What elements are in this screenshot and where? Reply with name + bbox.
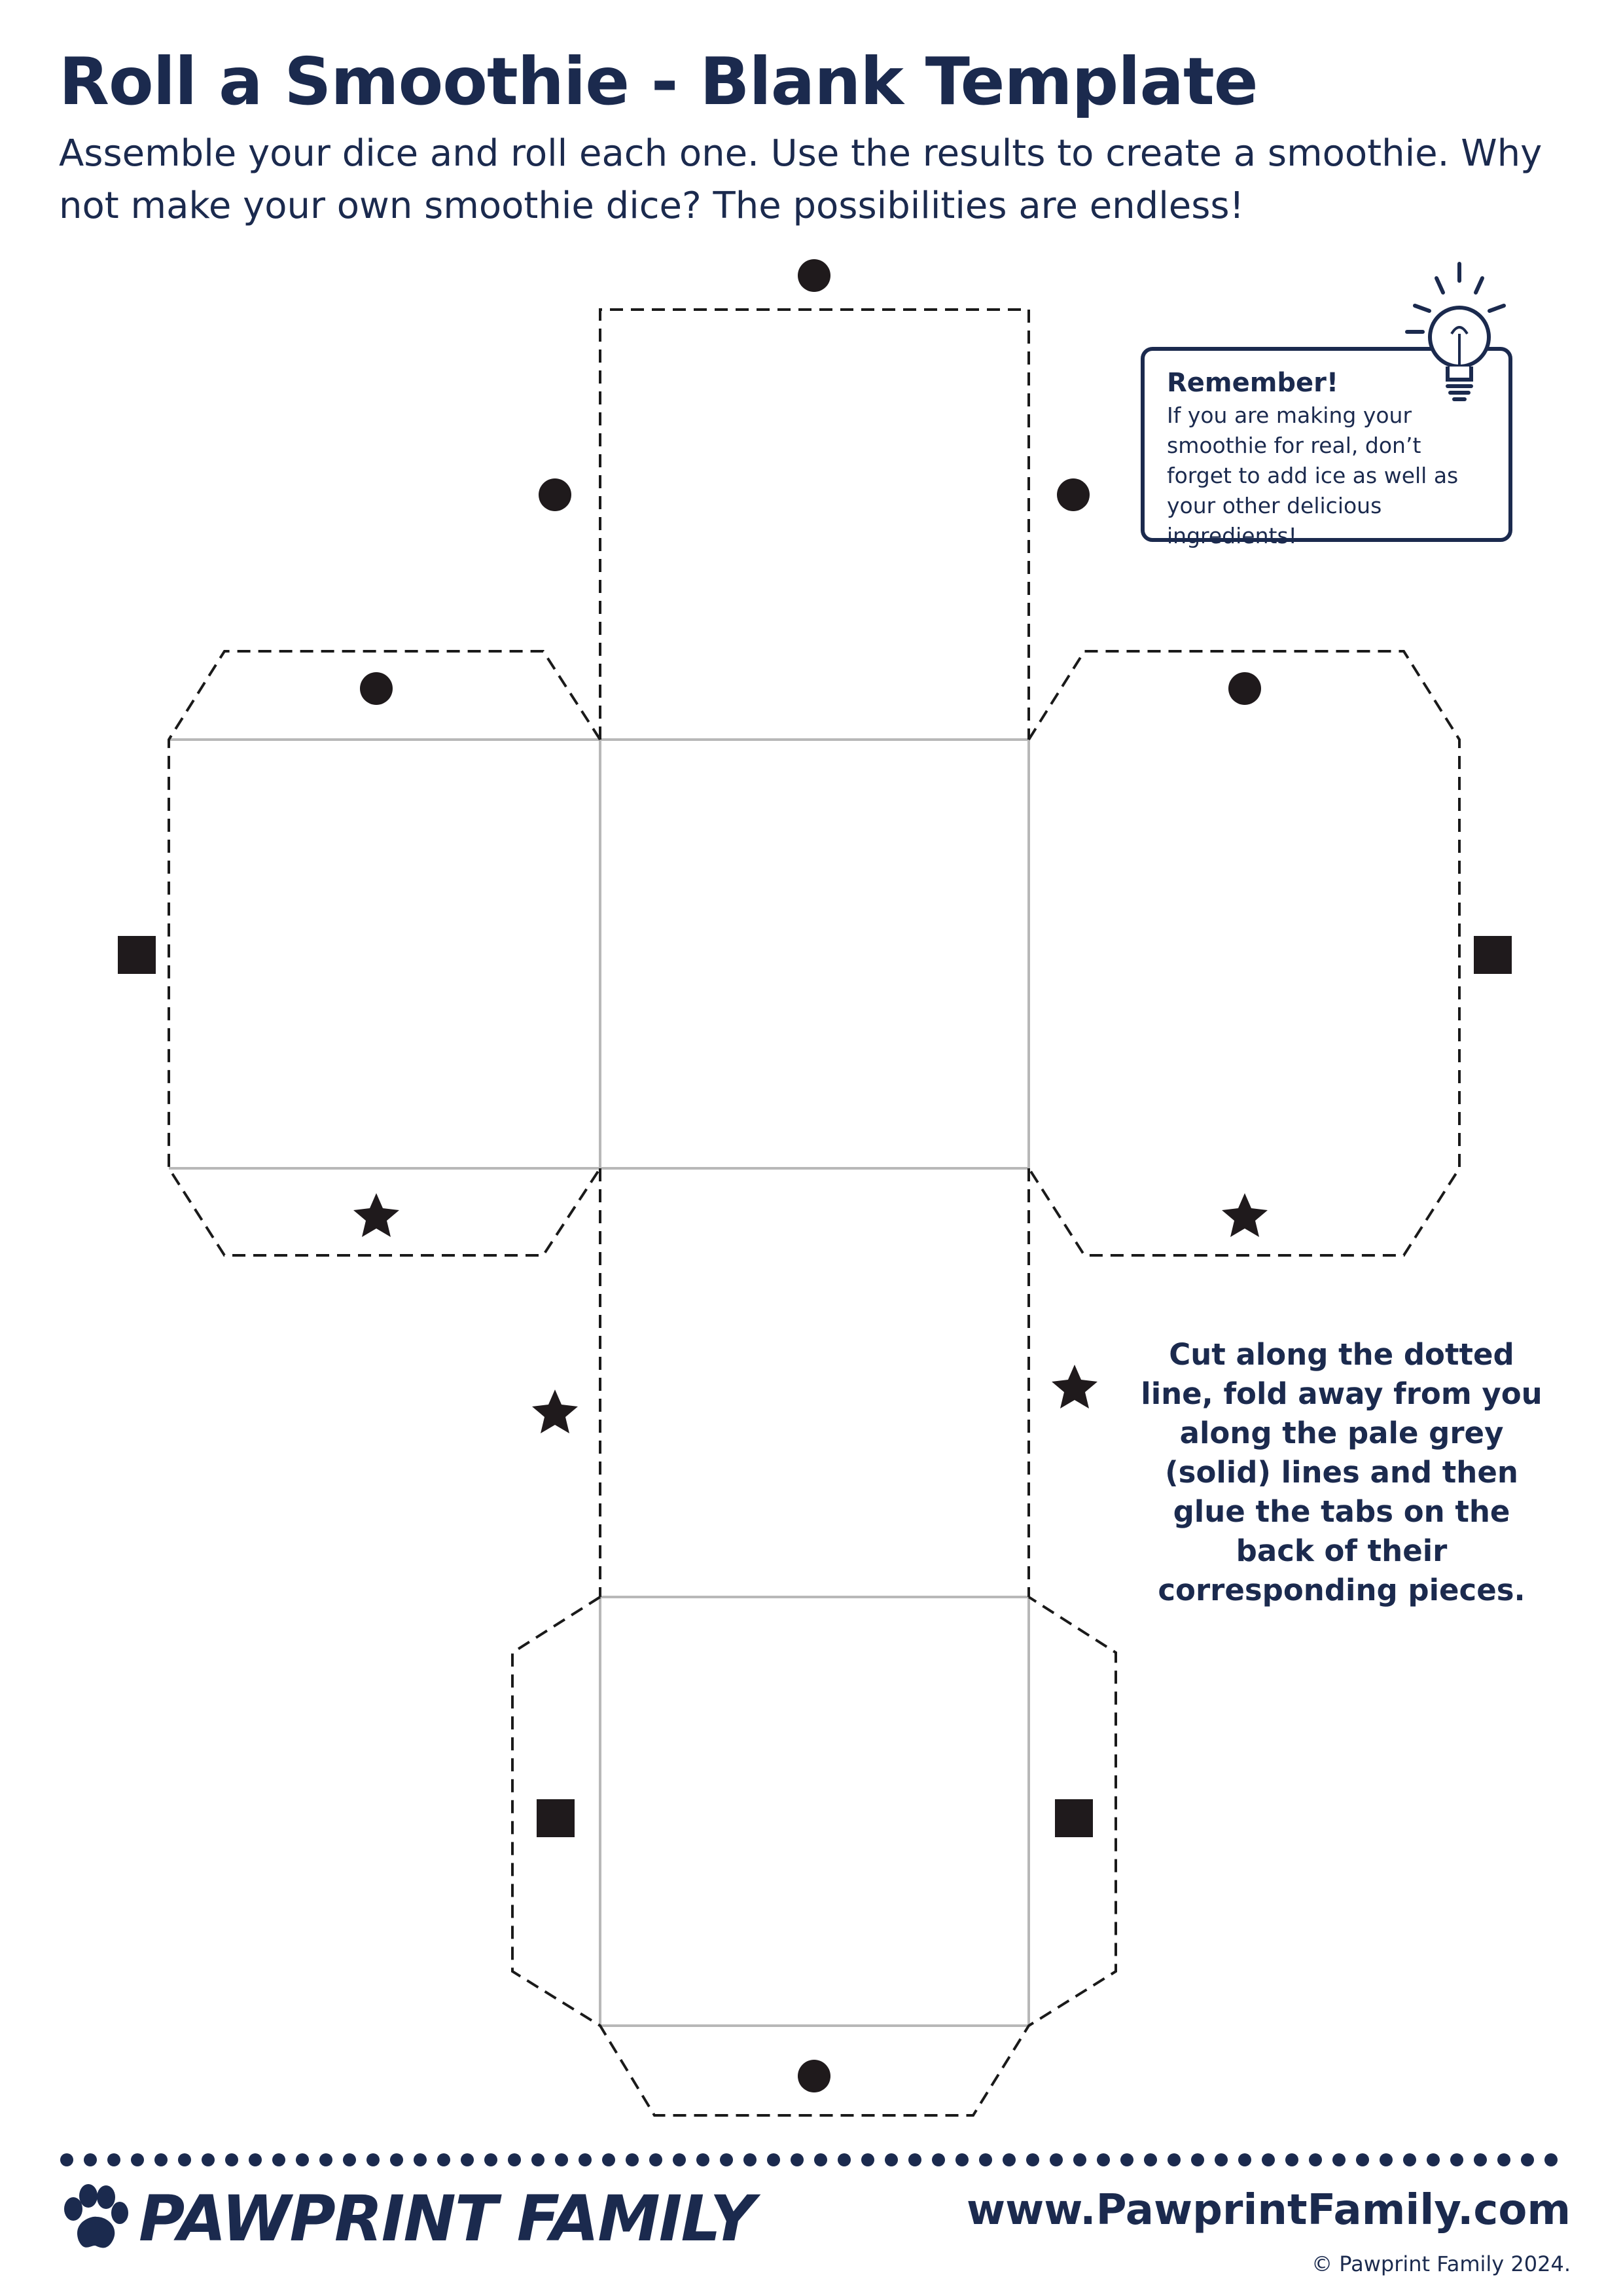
circle-marker [1057,478,1090,511]
star-marker [353,1193,399,1237]
star-marker [532,1390,578,1433]
square-marker [1474,936,1512,974]
circle-marker [360,672,393,705]
square-marker [1055,1799,1093,1837]
instructions-text: Cut along the dotted line, fold away from you along the pale grey (solid) lines and then glue the tabs on the back of their corresponding pieces. [1141,1337,1543,1607]
circle-marker [798,2060,830,2092]
lightbulb-icon [1400,259,1518,409]
square-marker [537,1799,575,1837]
tip-body: If you are making your smoothie for real, don’t forget to add ice as well as your other delicious ingredients! [1167,403,1459,548]
tip-heading: Remember! [1167,368,1339,398]
website-link[interactable]: www.PawprintFamily.com [966,2186,1571,2234]
footer-dots-divider [59,2152,1571,2168]
copyright-text: © Pawprint Family 2024. [1311,2251,1571,2276]
circle-marker [1228,672,1261,705]
star-marker [1222,1193,1268,1237]
paw-icon [59,2183,130,2255]
brand-name: PAWPRINT FAMILY [139,2182,755,2255]
square-marker [118,936,156,974]
brand-logo [59,2179,754,2258]
page-subtitle: Assemble your dice and roll each one. Use the results to create a smoothie. Why not make your own smoothie dice? The possibilities are endless! [59,132,1543,227]
page-title: Roll a Smoothie - Blank Template [59,43,1258,120]
circle-marker [539,478,571,511]
star-marker [1052,1365,1097,1408]
circle-marker [798,259,830,292]
